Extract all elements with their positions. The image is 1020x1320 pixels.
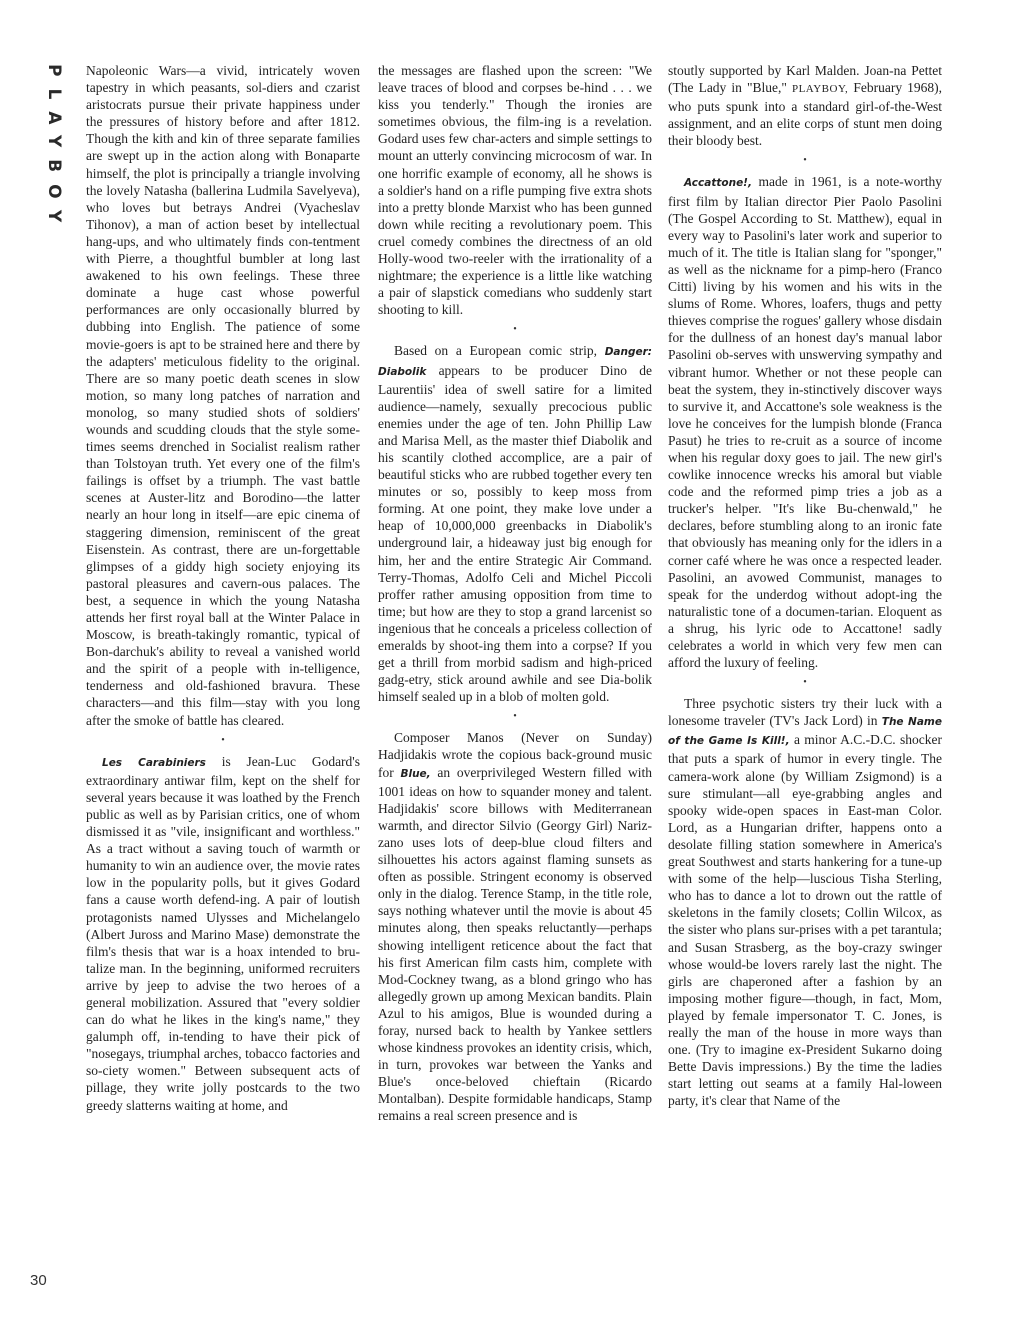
styled-text: Name of the bbox=[773, 1093, 841, 1109]
page-number: 30 bbox=[30, 1272, 47, 1289]
styled-text: The Lady in "Blue," bbox=[672, 80, 787, 96]
film-title: Accattone!, bbox=[684, 177, 752, 190]
styled-text: Accattone! bbox=[843, 620, 903, 636]
text-column-2 bbox=[378, 62, 652, 1125]
review-paragraph bbox=[668, 173, 942, 671]
body-text: sadly celebrates a world in which very few men can afford the luxury of feeling. bbox=[668, 620, 943, 671]
review-separator: • bbox=[221, 734, 225, 746]
review-paragraph bbox=[668, 695, 942, 1109]
body-text: Composer Manos ( bbox=[394, 730, 526, 746]
styled-text: The Gospel According to St. Matthew bbox=[672, 210, 885, 226]
review-paragraph bbox=[378, 62, 652, 318]
review-separator: • bbox=[513, 711, 517, 723]
film-title: Danger: Diabolik bbox=[378, 346, 652, 378]
body-text: appears to be producer Dino de Laurentiis' idea of swell satire for a limited audience—namely, sexually precocious public enemies under the age of ten. John Phillip Law and Marisa Mell, as the master thief Diabolik and his scantily clothed accomplice, are a pair of beautiful sticks who are rubbed together every ten minutes or so, possibly to keep moss from forming. At one point, they make love under a heap of 10,000,000 greenbacks in Diabolik's underground lair, a hideaway just big enough for him, her and the entire Strategic Air Command. Terry-Thomas, Adolfo Celi and Michel Piccoli proffer rather amusing opposition from time to time; but how are they to stop a grand larcenist so ingenious that he conceals a priceless collection of emeralds by shoot-ing them into a corpse? If you get a thrill from morbid sadism and high-priced gadg-etry, stick around awhile and see Dia-bolik himself sealed up in a blob of molten gold. bbox=[378, 362, 652, 705]
body-text: February 1968), who puts spunk into a standard girl-of-the-West assignment, and an elite corps of stunt men doing their bloody best. bbox=[668, 80, 943, 149]
text-column-3 bbox=[668, 62, 942, 1109]
body-text: ), equal in every way to Pasolini's later work and superior to much of it. The title is Italian slang for "sponger," as well as the nickname for a pimp-hero (Franco Citti) living by his women and his wits in the slums of Rome. Whores, loafers, thugs and petty thieves comprise the rogues' gallery whose disdain for the dullness of an honest day's manual labor Pasolini ob-serves with unswerving sympathy and vibrant humor. Whether or not these people can beat the system, they in-stinctively discover ways to survive it, and Accattone's sole weakness is the love he conceives for the lumpish blonde (Franca Pasut) he tries to re-cruit as a source of income when his regular doxy goes to jail. The new girl's cowlike innocence wrecks his amoral but viable code and the reformed pimp tries a job as a trucker's helper. "It's like Bu-chenwald," he declares, before stumbling along to an ironic fate that obviously has meaning only for the idlers in a corner café where he was once a respected leader. Pasolini, an avowed Communist, manages to speak for the underdog without adopt-ing the naturalistic tone of a documen-tarian. Eloquent as a shrug, his lyric ode to bbox=[668, 210, 942, 636]
review-paragraph bbox=[378, 342, 652, 705]
review-separator: • bbox=[513, 324, 517, 336]
body-text: Blue is wounded during a foray, nursed back to health by Yankee settlers whose kindness provokes an identity crisis, which, in turn, provokes war between the Yanks and Blue's once-beloved chieftain (Ricardo Montalban). Despite formidable handicaps, Stamp remains a real screen presence and is bbox=[378, 1005, 653, 1124]
body-text: an overprivileged Western filled with 1001 ideas on how to squander money and talent. Hadjidakis' score billows with Mediterranean warmth, and director Silvio ( bbox=[378, 764, 652, 833]
styled-text: amigos, bbox=[450, 1005, 494, 1021]
body-text: Napoleonic Wars—a vivid, intricately woven tapestry in which peasants, sol-diers and czarist aristocrats pursue their private happiness under the pressures of history before and after 1812. Though the kith and kin of three separate families are swept up in the action along with Bonaparte himself, the plot is principally a triangle involving the lovely Natasha (ballerina Ludmila Savelyeva), who loves but betrays Andrei (Vyacheslav Tihonov), a man of action beset by intellectual hang-ups, and who ultimately finds con-tentment with Pierre, a thoughtful bumbler at long last awakened to his own feelings. These three dominate a huge cast whose powerful performances are only occasionally blurred by dubbing into English. The patience of some movie-goers is apt to be strained here and there by the adapters' meticulous fidelity to the original. There are so many poetic death scenes in slow motion, so many long patches of narration and monolog, so many studied shots of soldiers' wounds and scudding clouds that the style some-times seems drenched in Socialist realism rather than Tolstoyan truth. Yet every one of the film's failings is offset by a triumph. The vast battle scenes at Auster-litz and Borodino—the latter nearly an hour long in itself—are epic cinema of staggering dimension, reminiscent of the great Eisenstein. As contrast, there are un-forgettable glimpses of a giddy high society enjoying its pastoral pleasures and cavern-ous palaces. The best, a sequence in which the young Natasha attends her first royal ball at the Winter Palace in Moscow, is breath-takingly romantic, typical of Bon-darchuk's ability to reveal a vanished world and the spirit of a people with in-telligence, tenderness and old-fashioned bravura. These characters—and this film—stay with you long after the smoke of battle has cleared. bbox=[86, 63, 360, 728]
masthead-label: PLAYBOY bbox=[44, 64, 64, 235]
text-column-1 bbox=[86, 62, 360, 1114]
styled-text: Never on Sunday bbox=[525, 730, 648, 746]
body-text: is Jean-Luc Godard's extraordinary antiwar film, kept on the shelf for several years because it was loathed by the French public as well as by Parisian critics, one of whom dismissed it as "vile, insignificant and worthless." As a tract without a saving touch of warmth or humanity to win an audience over, the movie rates low in the popularity polls, but it gives Godard fans a cause worth defend-ing. A pair of loutish protagonists named Ulysses and Michelangelo (Albert Juross and Marino Mase) demonstrate the film's thesis that war is a hoax intended to bru-talize man. In the beginning, uniformed recruiters arrive by jeep to advise the two heroes of a general mobilization. Assured that "every soldier can do what he likes in the king's name," they galumph off, in-tending to have their pick of "nosegays, triumphal arches, tobacco factories and so-ciety women." Between subsequent acts of pillage, they write jolly postcards to the two greedy slatterns waiting at home, and bbox=[86, 753, 360, 1113]
styled-text: PLAYBOY, bbox=[791, 83, 849, 96]
body-text: ) Hadjidakis wrote the copious back-ground music for bbox=[378, 730, 652, 780]
body-text: a minor A.C.-D.C. shocker that puts a spark of humor in every tingle. The camera-work alone (by William Zsigmond) is a sure stimulant—all eye-grabbing angles and spooky wide-open spaces in East-man Color. Lord, as a Hungarian drifter, happens onto a desolate filling station somewhere in America's great Southwest and starts hankering for a tune-up with some of the help—luscious Tisha Sterling, who has to dance a lot to drown out the rattle of skeletons in the family closets; Collin Wilcox, as the sister who plans sur-prises with a pet tarantula; and Susan Strasberg, as the boy-crazy swinger whose would-be lovers rarely last the night. The girls are chaperoned after a fashion by an imposing mother figure—though, in fact, Mom, played by female impersonator T. C. Jones, is really the man of the house in more ways than one. (Try to imagine ex-President Sukarno doing Bette Davis impressions.) By the time the ladies start letting out seams at a family Hal-loween party, it's clear that bbox=[668, 732, 943, 1109]
film-title: Les Carabiniers bbox=[102, 756, 206, 769]
body-text: made in 1961, is a note-worthy first film by Italian director Pier Paolo Pasolini ( bbox=[668, 174, 942, 226]
styled-text: Georgy Girl bbox=[540, 817, 608, 833]
review-paragraph bbox=[86, 753, 360, 1114]
body-text: Three psychotic sisters try their luck with a lonesome traveler (TV's Jack Lord) in bbox=[668, 696, 942, 729]
body-text: the messages are flashed upon the screen: "We leave traces of blood and corpses be-hind . . . we kiss you tenderly." Though the ironies are sometimes obvious, the film-ing is a revelation. Godard uses few char-acters and simple settings to mount an utterly convincing microcosm of war. In one horrific example of economy, all he shows is a soldier's hand on a rifle pumping five extra shots into a pretty blonde Marxist who has been gunned down while reciting a revolutionary poem. This cruel comedy combines the directness of an old Holly-wood two-reeler with the irrationality of a nightmare; the experience is a little like watching a pair of slapstick comedians who suddenly start shooting to kill. bbox=[378, 63, 652, 318]
review-separator: • bbox=[803, 155, 807, 167]
film-title: The Name of the Game Is Kill!, bbox=[668, 716, 942, 748]
film-title: Blue, bbox=[400, 767, 431, 780]
body-text: ) Nariz-zano uses lots of deep-blue cloud filters and silhouettes his actors against flaming sunsets as often as possible. Stringent economy is observed only in the dialog. Terence Stamp, in the title role, says nothing whatever until the movie is about 45 minutes along, then speaks reluctantly—perhaps showing intelligent reticence about the fact that his first American film casts him, complete with Mod-Cockney twang, as a blond gringo who has allegedly grown up among Mexican bandits. Plain Azul to his bbox=[378, 817, 652, 1021]
body-text: stoutly supported by Karl Malden. Joan-na Pettet ( bbox=[668, 63, 942, 96]
review-separator: • bbox=[803, 677, 807, 689]
masthead-vertical bbox=[40, 64, 80, 235]
review-paragraph bbox=[86, 62, 360, 729]
review-paragraph bbox=[668, 62, 942, 149]
review-paragraph bbox=[378, 729, 652, 1124]
body-text: Based on a European comic strip, bbox=[394, 343, 605, 359]
